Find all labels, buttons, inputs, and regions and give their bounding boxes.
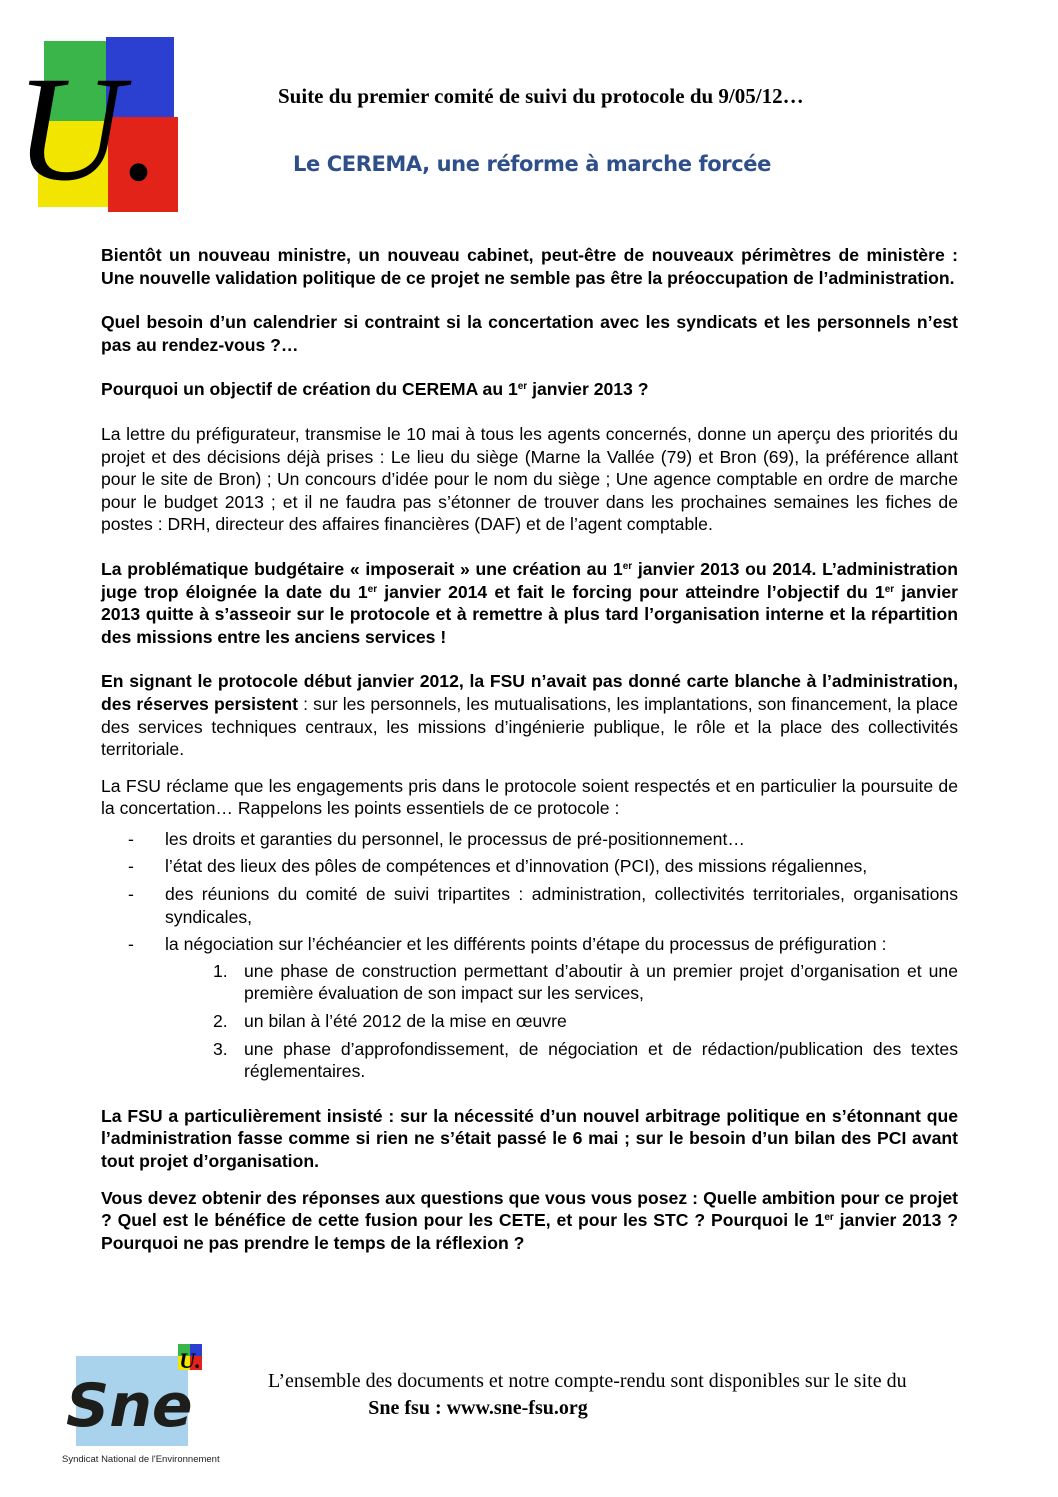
sne-logo-caption: Syndicat National de l'Environnement: [62, 1454, 220, 1465]
sne-logo-small-letter: U.: [179, 1348, 201, 1373]
footer-line: L’ensemble des documents et notre compte-rendu sont disponibles sur le site du: [268, 1370, 907, 1392]
paragraph-budget: La problématique budgétaire « imposerait » une création au 1er janvier 2013 ou 2014. L’administration juge trop éloignée la date du 1er janvier 2014 et fait le forcing pour atteindre l’objectif du 1er janvier 2013 quitte à s’asseoir sur le protocole et à remettre à plus tard l’organisation interne et la répartition des missions entre les anciens services !: [101, 558, 958, 647]
paragraph-protocol: En signant le protocole début janvier 2012, la FSU n’avait pas donné carte blanche à l’administration, des réserves persistent : sur les personnels, les mutualisations, les implantations, son financement, la place des services techniques centraux, les missions d’ingénierie publique, le rôle et la place des collectivités territoriale.: [101, 671, 958, 760]
paragraph-questions: Vous devez obtenir des réponses aux questions que vous vous posez : Quelle ambition pour ce projet ? Quel est le bénéfice de cette fusion pour les CETE, et pour les STC ? Pourquoi le 1er janvier 2013 ? Pourquoi ne pas prendre le temps de la réflexion ?: [101, 1187, 958, 1253]
fsu-logo-letter: U.: [15, 46, 161, 212]
prefiguration-steps-list: [165, 960, 958, 1083]
document-title: Suite du premier comité de suivi du protocole du 9/05/12…: [278, 84, 804, 108]
protocol-points-list: [101, 828, 958, 1083]
footer: [268, 1368, 958, 1422]
footer-website-link[interactable]: Sne fsu : www.sne-fsu.org: [368, 1397, 588, 1419]
fsu-logo: [15, 37, 178, 212]
paragraph-intro: Bientôt un nouveau ministre, un nouveau cabinet, peut-être de nouveaux périmètres de ministère : Une nouvelle validation politique de ce projet ne semble pas être la préoccupation de l’administration.: [101, 245, 958, 288]
list-item: 1. une phase de construction permettant d’aboutir à un premier projet d’organisation et une première évaluation de son impact sur les services,: [213, 960, 958, 1004]
list-item: - les droits et garanties du personnel, le processus de pré-positionnement…: [128, 828, 745, 849]
paragraph-insistence: La FSU a particulièrement insisté : sur la nécessité d’un nouvel arbitrage politique en s’étonnant que l’administration fasse comme si rien ne s’était passé le 6 mai ; sur le besoin d’un bilan des PCI avant tout projet d’organisation.: [101, 1105, 958, 1171]
sne-logo-text: Sne: [66, 1371, 193, 1441]
list-item: 2. un bilan à l’été 2012 de la mise en œuvre: [213, 1011, 567, 1032]
list-item: - la négociation sur l’échéancier et les différents points d’étape du processus de préfiguration : 1. une phase de construction permettant d’aboutir à un premier projet d’organisation et une première évaluation de son impact sur les services, 2. un bilan à l’été 2012 de la mise en œuvre 3. une phase d’approfondissement, de négociation et de rédaction/publication des textes réglementaires.: [128, 934, 958, 1082]
list-item: 3. une phase d’approfondissement, de négociation et de rédaction/publication des textes réglementaires.: [213, 1038, 958, 1082]
document-body: [101, 244, 958, 1276]
list-item: - des réunions du comité de suivi tripartites : administration, collectivités territoriales, organisations syndicales,: [128, 884, 958, 927]
paragraph-letter: La lettre du préfigurateur, transmise le 10 mai à tous les agents concernés, donne un aperçu des priorités du projet et des décisions déjà prises : Le lieu du siège (Marne la Vallée (79) et Bron (69), la préférence allant pour le site de Bron) ; Un concours d’idée pour le nom du siège ; Une agence comptable en ordre de marche pour le budget 2013 ; et il ne faudra pas s’étonner de trouver dans les prochaines semaines les fiches de postes : DRH, directeur des affaires financières (DAF) et de l’agent comptable.: [101, 423, 958, 535]
paragraph-objective: Pourquoi un objectif de création du CEREMA au 1er janvier 2013 ?: [101, 379, 649, 400]
sne-logo: [62, 1344, 220, 1466]
document-subtitle: Le CEREMA, une réforme à marche forcée: [293, 152, 771, 176]
paragraph-question: Quel besoin d’un calendrier si contraint si la concertation avec les syndicats et les personnels n’est pas au rendez-vous ?…: [101, 312, 958, 355]
paragraph-demands: La FSU réclame que les engagements pris dans le protocole soient respectés et en particulier la poursuite de la concertation… Rappelons les points essentiels de ce protocole :: [101, 775, 958, 819]
list-item: - l’état des lieux des pôles de compétences et d’innovation (PCI), des missions régaliennes,: [128, 856, 868, 877]
